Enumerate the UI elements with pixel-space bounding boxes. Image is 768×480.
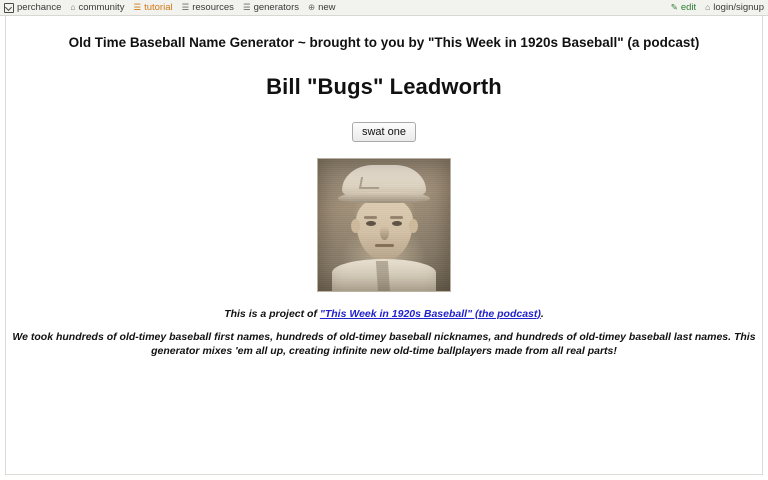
page-container <box>0 16 768 480</box>
nav-item-community[interactable] <box>70 2 124 13</box>
nav-item-generators-label: generators <box>253 2 299 13</box>
nav-item-tutorial[interactable] <box>133 2 172 13</box>
list-icon: ☰ <box>242 2 251 13</box>
nav-item-resources[interactable] <box>182 2 234 13</box>
credit-suffix: . <box>540 307 544 320</box>
top-navigation-bar <box>0 0 768 16</box>
nav-item-new-label: new <box>318 2 336 13</box>
nav-item-login-signup[interactable] <box>705 2 764 13</box>
portrait-eye-right <box>392 221 402 226</box>
nav-item-community-label: community <box>78 2 125 13</box>
portrait-ear-left <box>351 219 360 233</box>
folder-icon: ☰ <box>181 2 190 13</box>
project-credit <box>6 308 762 320</box>
generator-description: We took hundreds of old-timey baseball first names, hundreds of old-timey baseball nicknames, and hundreds of old-timey baseball last names. This generator mixes 'em all up, creating infinite new old-time ballplayers made from all real parts! <box>12 330 756 357</box>
portrait-cap-brim <box>338 192 430 203</box>
nav-item-tutorial-label: tutorial <box>144 2 173 13</box>
nav-item-edit[interactable] <box>671 2 696 13</box>
portrait-brow-right <box>390 216 403 219</box>
nav-item-resources-label: resources <box>192 2 234 13</box>
nav-item-generators[interactable] <box>243 2 299 13</box>
portrait-nose <box>380 226 389 240</box>
nav-left-group <box>4 2 671 13</box>
portrait-ear-right <box>409 219 418 233</box>
credit-prefix: This is a project of <box>224 307 320 320</box>
pencil-icon: ✎ <box>670 2 678 13</box>
nav-item-login-signup-label: login/signup <box>713 2 764 13</box>
users-icon: ⌂ <box>70 2 76 13</box>
plus-circle-icon: ⊕ <box>307 2 316 13</box>
portrait-mouth <box>375 244 394 247</box>
portrait-eye-left <box>366 221 376 226</box>
nav-item-new[interactable] <box>308 2 336 13</box>
button-row <box>6 122 762 142</box>
nav-item-edit-label: edit <box>680 2 697 13</box>
portrait-container <box>6 158 762 292</box>
portrait-brow-left <box>364 216 377 219</box>
page-title: Old Time Baseball Name Generator ~ brought to you by "This Week in 1920s Baseball" (a podcast) <box>68 35 700 50</box>
perchance-logo-icon <box>4 3 14 13</box>
portrait-uniform <box>332 259 436 292</box>
nav-item-perchance-label: perchance <box>17 2 62 13</box>
swat-one-button[interactable]: swat one <box>352 122 416 142</box>
book-icon: ☰ <box>133 2 142 13</box>
generator-canvas <box>5 16 763 475</box>
podcast-link[interactable]: "This Week in 1920s Baseball" (the podcast) <box>319 307 541 320</box>
generated-name-output: Bill "Bugs" Leadworth <box>266 73 502 99</box>
nav-item-perchance[interactable] <box>4 2 61 13</box>
user-icon: ⌂ <box>705 2 711 13</box>
player-portrait-image <box>317 158 451 292</box>
nav-right-group <box>671 2 764 13</box>
